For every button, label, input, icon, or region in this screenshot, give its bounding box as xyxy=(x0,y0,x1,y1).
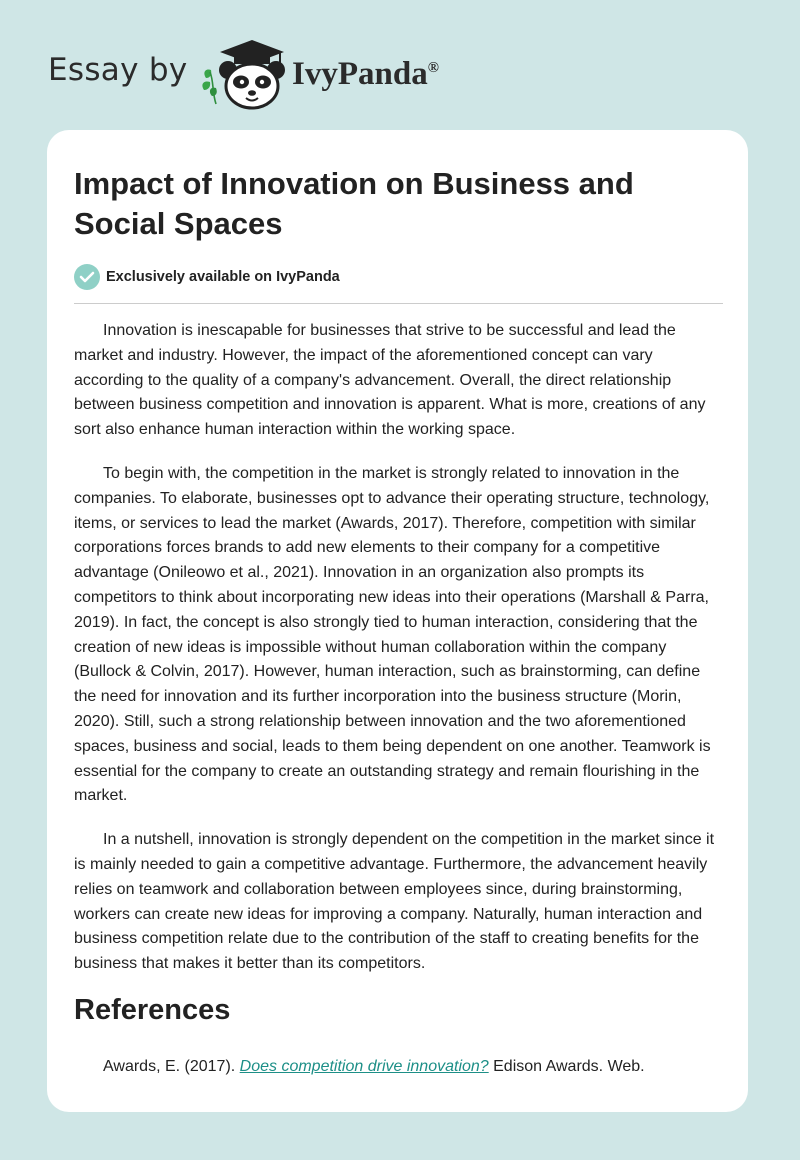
references-heading: References xyxy=(74,994,231,1026)
essay-title: Impact of Innovation on Business and Social Spaces xyxy=(74,166,634,241)
divider xyxy=(74,303,723,304)
check-circle-icon xyxy=(74,264,100,290)
reference-source: Edison Awards. Web. xyxy=(488,1058,645,1075)
ivypanda-brand-name[interactable]: IvyPanda® xyxy=(292,56,439,92)
essay-card xyxy=(47,130,748,1112)
reference-link[interactable]: Does competition drive innovation? xyxy=(239,1058,489,1075)
essay-by-label: Essay by xyxy=(48,52,188,88)
panda-graduate-logo-icon[interactable] xyxy=(200,30,292,114)
exclusive-badge xyxy=(74,264,340,290)
reference-author: Awards, E. (2017). xyxy=(103,1058,240,1075)
paragraph-2: To begin with, the competition in the market is strongly related to innovation in the companies. To elaborate, businesses opt to advance their operating structure, technology, items, or services to lead the market (Awards, 2017). Therefore, competition with similar corporations forces brands to add new elements to their company for a competitive advantage (Onileowo et al., 2021). Innovation in an organization also prompts its competitors to think about incorporating new ideas into their operations (Marshall & Parra, 2019). In fact, the concept is also strongly tied to human interaction, considering that the creation of new ideas is impossible without human collaboration within the company (Bullock & Colvin, 2017). However, human interaction, such as brainstorming, can define the need for innovation and its further incorporation into the business structure (Morin, 2020). Still, such a strong relationship between innovation and the two aforementioned spaces, business and social, leads to them being dependent on one another. Teamwork is essential for the company to create an outstanding strategy and remain flourishing in the market. xyxy=(74,464,711,805)
essay-body xyxy=(74,319,724,996)
paragraph-1: Innovation is inescapable for businesses that strive to be successful and lead the market and industry. However, the impact of the aforementioned concept can vary according to the quality of a company's advancement. Overall, the direct relationship between business competition and innovation is apparent. What is more, creations of any sort also enhance human interaction within the working space. xyxy=(74,322,706,439)
exclusive-badge-label: Exclusively available on IvyPanda xyxy=(106,269,340,285)
reference-item xyxy=(103,1055,723,1079)
registered-mark: ® xyxy=(427,60,439,76)
site-header xyxy=(0,0,800,130)
paragraph-3: In a nutshell, innovation is strongly dependent on the competition in the market since it is mainly needed to gain a competitive advantage. Furthermore, the advancement heavily relies on teamwork and collaboration between employees since, during brainstorming, workers can create new ideas for improving a company. Naturally, human interaction and business competition relate due to the contribution of the staff to creating benefits for the business that makes it better than its competitors. xyxy=(74,831,715,973)
